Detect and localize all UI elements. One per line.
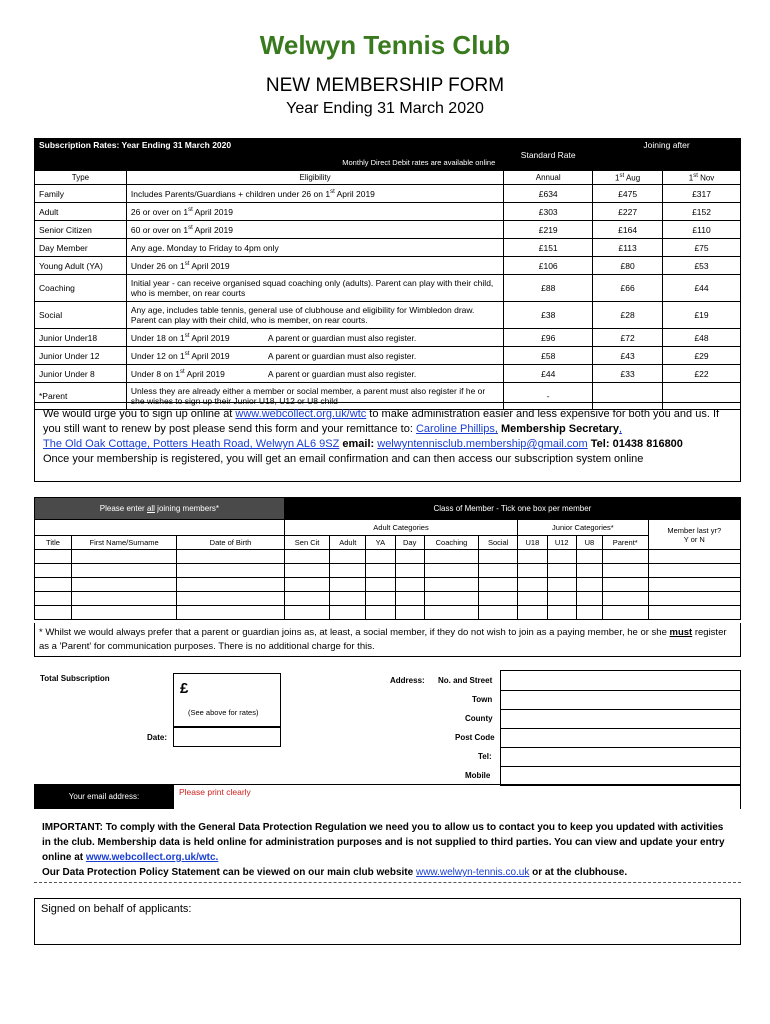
elig-date: April 2019 [189, 332, 230, 343]
member-cell[interactable] [479, 550, 518, 564]
member-cell[interactable] [71, 550, 176, 564]
elig-date: April 2019 [189, 350, 230, 361]
member-cell[interactable] [395, 564, 424, 578]
member-cell[interactable] [330, 592, 366, 606]
member-cell[interactable] [547, 606, 576, 620]
rate-aug: £80 [593, 257, 663, 275]
member-cell[interactable] [35, 592, 72, 606]
rate-row [35, 302, 741, 329]
rate-annual: £44 [504, 365, 593, 383]
gdpr-text-3: or at the clubhouse. [529, 867, 628, 878]
member-cell[interactable] [366, 550, 395, 564]
rate-type: Social [35, 302, 127, 329]
address-label: Address: [390, 676, 425, 685]
enter-members-header [35, 498, 285, 520]
rate-eligibility [126, 302, 503, 329]
rate-aug: £28 [593, 302, 663, 329]
member-cell[interactable] [576, 606, 602, 620]
member-cell[interactable] [284, 592, 330, 606]
rate-eligibility [126, 203, 503, 221]
rate-row [35, 239, 741, 257]
rate-type: Day Member [35, 239, 127, 257]
member-cell[interactable] [602, 564, 648, 578]
note-text: * Whilst we would always prefer that a parent or guardian joins as, at least, a social member, if they do not wish to join as a paying member, he or she [39, 627, 670, 638]
tel-label: Tel: [478, 752, 492, 761]
rate-eligibility [126, 347, 503, 365]
rate-eligibility [126, 221, 503, 239]
member-cell[interactable] [518, 592, 547, 606]
member-cell[interactable] [395, 592, 424, 606]
rate-annual: £96 [504, 329, 593, 347]
rate-annual: £58 [504, 347, 593, 365]
member-cell[interactable] [479, 592, 518, 606]
rate-type: Adult [35, 203, 127, 221]
rate-nov: £152 [663, 203, 741, 221]
gdpr-text: IMPORTANT: To comply with the General Data Protection Regulation we need you to allow us to contact you to keep you updated with activities in the club. Membership data is held online for administration purposes and is not supplied to third parties. You can view and update your entry online at [42, 822, 725, 863]
elig-sup: st [184, 350, 190, 357]
member-cell[interactable] [518, 606, 547, 620]
rate-row [35, 203, 741, 221]
elig-sup: st [184, 260, 190, 267]
member-cell[interactable] [648, 564, 740, 578]
col-type: Type [35, 171, 127, 185]
online-info [34, 402, 741, 482]
rate-annual: £88 [504, 275, 593, 302]
elig-note: A parent or guardian must also register. [267, 350, 417, 361]
member-cell[interactable] [35, 606, 72, 620]
member-cell[interactable] [424, 592, 478, 606]
club-address[interactable]: The Old Oak Cottage, Potters Heath Road, Welwyn AL6 9SZ [43, 438, 340, 450]
rate-eligibility [126, 257, 503, 275]
member-cell[interactable] [518, 550, 547, 564]
rate-aug: £66 [593, 275, 663, 302]
club-phone: Tel: 01438 816800 [587, 438, 683, 450]
rate-type: Young Adult (YA) [35, 257, 127, 275]
elig-note: A parent or guardian must also register. [267, 332, 417, 343]
elig-text: Any age. Monday to Friday to 4pm only [130, 242, 279, 253]
rate-type: Family [35, 185, 127, 203]
member-col-header: U8 [576, 536, 602, 550]
rate-eligibility [126, 365, 503, 383]
member-cell[interactable] [366, 592, 395, 606]
elig-sup: st [180, 368, 185, 375]
signature-label: Signed on behalf of applicants: [41, 903, 192, 915]
info-text: We would urge you to sign up online at [43, 408, 236, 420]
rate-type: Junior Under 8 [35, 365, 127, 383]
joining-after-header: Joining after [593, 139, 741, 171]
elig-text: Under 8 on 1 [130, 368, 181, 379]
adult-categories: Adult Categories [284, 520, 517, 536]
date-field[interactable] [173, 727, 281, 747]
member-cell[interactable] [177, 606, 285, 620]
member-cell[interactable] [366, 564, 395, 578]
member-cell[interactable] [177, 578, 285, 592]
total-subscription-field[interactable] [173, 673, 281, 727]
member-cell[interactable] [602, 550, 648, 564]
member-col-header: Coaching [424, 536, 478, 550]
member-col-header: Sen Cit [284, 536, 330, 550]
rate-aug: £43 [593, 347, 663, 365]
member-cell[interactable] [648, 578, 740, 592]
col-nov-sup: st [693, 172, 698, 179]
print-clearly: Please print clearly [179, 787, 251, 797]
member-cell[interactable] [576, 564, 602, 578]
member-cell[interactable] [576, 592, 602, 606]
member-cell[interactable] [366, 578, 395, 592]
gdpr-link[interactable]: www.webcollect.org.uk/wtc. [85, 852, 219, 863]
rates-title: Subscription Rates: Year Ending 31 March 2020 [39, 140, 232, 150]
member-row [35, 550, 741, 564]
elig-text: Any age, includes table tennis, general use of clubhouse and eligibility for Wimbledon draw. Parent can play with their child, who is member, on rear courts. [130, 305, 475, 325]
parent-note [34, 623, 741, 657]
member-cell[interactable] [547, 592, 576, 606]
website-link[interactable]: www.welwyn-tennis.co.uk [415, 867, 530, 878]
yn-label: Y or N [683, 534, 705, 544]
elig-sup: st [184, 332, 190, 339]
rate-annual: £151 [504, 239, 593, 257]
elig-text: Initial year - can receive organised squad coaching only (adults). Parent can play with their child, who is member, on rear courts [130, 278, 494, 298]
info-text-2: to make administration easier and less expensive for both you and us. If you still want to renew by post please send this form and your remittance to: [43, 408, 720, 435]
confirmation-text: Once your membership is registered, you will get an email confirmation and can then access our subscription system online [43, 453, 644, 465]
rate-eligibility [126, 275, 503, 302]
col-annual: Annual [504, 171, 593, 185]
member-row [35, 564, 741, 578]
member-col-header: U12 [547, 536, 576, 550]
elig-date: April 2019 [192, 206, 233, 217]
enter-post: joining members* [154, 504, 219, 513]
elig-text: Under 18 on 1 [130, 332, 185, 343]
elig-text: Unless they are already either a member or social member, a parent must also register if he or she wishes to sign up their Junior U18, U12 or U8 child [130, 386, 486, 406]
member-cell[interactable] [424, 606, 478, 620]
club-title: Welwyn Tennis Club [259, 30, 511, 60]
member-cell[interactable] [547, 578, 576, 592]
contact-name[interactable]: Caroline Phillips, [415, 423, 498, 435]
member-cell[interactable] [330, 606, 366, 620]
member-cell[interactable] [518, 564, 547, 578]
member-cell[interactable] [177, 592, 285, 606]
elig-date: April 2019 [189, 260, 230, 271]
rate-annual: £219 [504, 221, 593, 239]
member-row [35, 606, 741, 620]
member-cell[interactable] [330, 578, 366, 592]
col-aug-sup: st [619, 172, 625, 179]
enter-pre: Please enter [99, 504, 147, 513]
rate-nov: £29 [663, 347, 741, 365]
county-label: County [465, 714, 493, 723]
member-cell[interactable] [395, 578, 424, 592]
rate-eligibility [126, 329, 503, 347]
rate-type: Senior Citizen [35, 221, 127, 239]
member-cell[interactable] [71, 564, 176, 578]
gdpr-notice [42, 820, 732, 880]
col-aug-label: Aug [624, 173, 641, 183]
rate-nov: £44 [663, 275, 741, 302]
elig-date: April 2019 [184, 368, 225, 379]
rate-row [35, 275, 741, 302]
member-col-header: U18 [518, 536, 547, 550]
webcollect-link[interactable]: www.webcollect.org.uk/wtc [235, 408, 367, 420]
member-col-header: First Name/Surname [71, 536, 176, 550]
rate-nov: £22 [663, 365, 741, 383]
rate-row [35, 221, 741, 239]
rate-annual: - [504, 383, 593, 410]
col-aug [593, 171, 663, 185]
class-header: Class of Member - Tick one box per member [284, 498, 740, 520]
member-cell[interactable] [366, 606, 395, 620]
member-cell[interactable] [395, 550, 424, 564]
member-cell[interactable] [547, 550, 576, 564]
members-table [34, 497, 741, 620]
rate-nov: £110 [663, 221, 741, 239]
rate-row [35, 329, 741, 347]
member-cell[interactable] [71, 592, 176, 606]
elig-sup: st [188, 206, 193, 213]
member-cell[interactable] [424, 564, 478, 578]
elig-text: 60 or over on 1 [130, 224, 189, 235]
member-cell[interactable] [648, 550, 740, 564]
street-label: No. and Street [438, 676, 493, 685]
col-eligibility: Eligibility [126, 171, 503, 185]
member-cell[interactable] [177, 550, 285, 564]
member-cell[interactable] [424, 550, 478, 564]
rate-nov: £19 [663, 302, 741, 329]
rate-nov: £317 [663, 185, 741, 203]
enter-all: all [146, 504, 155, 513]
member-cell[interactable] [284, 578, 330, 592]
see-above-rates: (See above for rates) [188, 708, 259, 717]
rate-nov: £75 [663, 239, 741, 257]
member-last-year [648, 520, 740, 550]
member-last-label: Member last yr? [667, 525, 722, 535]
member-cell[interactable] [284, 564, 330, 578]
member-cell[interactable] [395, 606, 424, 620]
standard-rate-header: Standard Rate [504, 139, 593, 171]
member-cell[interactable] [648, 606, 740, 620]
rate-eligibility [126, 239, 503, 257]
rate-type: Coaching [35, 275, 127, 302]
elig-text: 26 or over on 1 [130, 206, 189, 217]
member-col-header: Title [35, 536, 72, 550]
member-cell[interactable] [284, 606, 330, 620]
member-cell[interactable] [648, 592, 740, 606]
member-row [35, 592, 741, 606]
rate-nov: £53 [663, 257, 741, 275]
member-cell[interactable] [518, 578, 547, 592]
member-col-header: Date of Birth [177, 536, 285, 550]
signature-field[interactable] [34, 898, 741, 945]
elig-date: April 2019 [334, 188, 375, 199]
elig-date: April 2019 [192, 224, 233, 235]
email-label: email: [339, 438, 378, 450]
form-title: NEW MEMBERSHIP FORM [265, 75, 505, 96]
member-cell[interactable] [602, 592, 648, 606]
rate-annual: £634 [504, 185, 593, 203]
member-col-header: Adult [330, 536, 366, 550]
member-cell[interactable] [35, 578, 72, 592]
member-cell[interactable] [479, 606, 518, 620]
rate-aug: £475 [593, 185, 663, 203]
col-nov-num: 1 [688, 173, 694, 183]
member-cell[interactable] [330, 550, 366, 564]
member-row [35, 578, 741, 592]
address-fields[interactable] [500, 670, 741, 786]
elig-sup: st [330, 188, 335, 195]
member-cell[interactable] [71, 606, 176, 620]
rate-annual: £303 [504, 203, 593, 221]
note-must: must [669, 627, 693, 638]
rate-type: *Parent [35, 383, 127, 410]
member-col-header: Parent* [602, 536, 648, 550]
email-field[interactable] [174, 784, 741, 809]
elig-text: Includes Parents/Guardians + children under 26 on 1 [130, 188, 331, 199]
member-col-header: YA [366, 536, 395, 550]
member-col-header: Day [395, 536, 424, 550]
email-link[interactable]: welwyntennisclub.membership@gmail.com [377, 438, 588, 450]
elig-text: Under 12 on 1 [130, 350, 185, 361]
col-nov [663, 171, 741, 185]
member-cell[interactable] [576, 578, 602, 592]
member-cell[interactable] [602, 606, 648, 620]
gdpr-text-2: Our Data Protection Policy Statement can be viewed on our main club website [42, 867, 416, 878]
postcode-label: Post Code [455, 733, 495, 742]
member-cell[interactable] [177, 564, 285, 578]
rate-nov: £48 [663, 329, 741, 347]
junior-categories: Junior Categories* [518, 520, 648, 536]
town-label: Town [472, 695, 493, 704]
rate-type: Junior Under18 [35, 329, 127, 347]
mobile-label: Mobile [465, 771, 491, 780]
rate-aug: £164 [593, 221, 663, 239]
email-label-box: Your email address: [34, 784, 174, 809]
total-subscription-label: Total Subscription [40, 674, 110, 683]
member-cell[interactable] [71, 578, 176, 592]
member-cell[interactable] [479, 578, 518, 592]
member-cell[interactable] [35, 550, 72, 564]
year-title: Year Ending 31 March 2020 [286, 100, 484, 117]
member-cell[interactable] [547, 564, 576, 578]
elig-note: A parent or guardian must also register. [267, 368, 417, 379]
rate-aug: £72 [593, 329, 663, 347]
date-label: Date: [147, 733, 168, 742]
divider [34, 882, 741, 883]
elig-text: Under 26 on 1 [130, 260, 185, 271]
rates-table [34, 138, 741, 410]
member-cell[interactable] [330, 564, 366, 578]
member-cell[interactable] [284, 550, 330, 564]
rate-annual: £106 [504, 257, 593, 275]
member-cell[interactable] [479, 564, 518, 578]
pound-sign: £ [180, 680, 189, 697]
rate-aug: £227 [593, 203, 663, 221]
member-cell[interactable] [35, 564, 72, 578]
member-col-header: Social [479, 536, 518, 550]
elig-sup: st [188, 224, 193, 231]
note-text-2: register as a 'Parent' for communication purposes. There is no additional charge for this. [39, 627, 727, 652]
rate-row [35, 185, 741, 203]
rate-aug: £33 [593, 365, 663, 383]
rate-aug: £113 [593, 239, 663, 257]
rate-type: Junior Under 12 [35, 347, 127, 365]
member-cell[interactable] [602, 578, 648, 592]
membership-secretary: Membership Secretary [497, 423, 619, 435]
rate-eligibility [126, 185, 503, 203]
col-nov-label: Nov [697, 173, 715, 183]
rate-row [35, 257, 741, 275]
contact-comma: , [618, 423, 623, 435]
member-cell[interactable] [576, 550, 602, 564]
dd-note: Monthly Direct Debit rates are available online [342, 158, 496, 167]
member-cell[interactable] [424, 578, 478, 592]
rate-annual: £38 [504, 302, 593, 329]
col-aug-num: 1 [615, 173, 620, 183]
rate-row [35, 365, 741, 383]
rate-row [35, 347, 741, 365]
